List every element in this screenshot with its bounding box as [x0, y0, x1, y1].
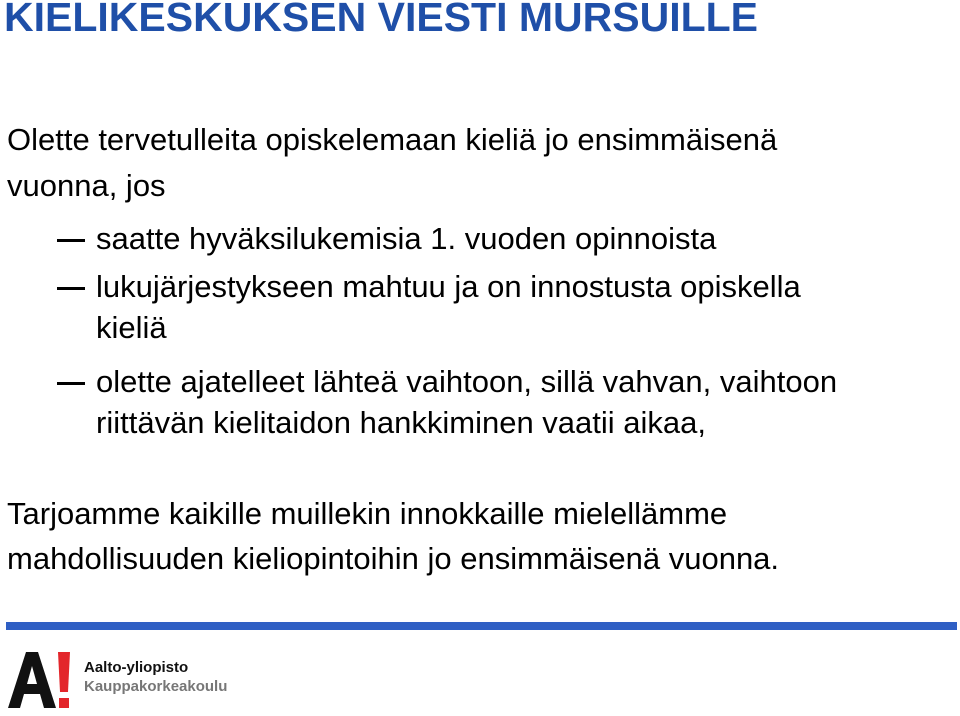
aalto-logo	[6, 648, 246, 712]
bullet-1-line-1: saatte hyväksilukemisia 1. vuoden opinnoista	[96, 221, 717, 256]
logo-university-name: Aalto-yliopisto	[84, 659, 189, 676]
bullet-3-line-2: riittävän kielitaidon hankkiminen vaatii aikaa,	[96, 405, 706, 440]
bullet-dash	[57, 382, 85, 385]
logo-text	[84, 658, 227, 696]
bullet-dash	[57, 239, 85, 242]
intro-line-2: vuonna, jos	[7, 168, 166, 203]
closing-line-2: mahdollisuuden kieliopintoihin jo ensimmäisenä vuonna.	[7, 541, 780, 576]
aalto-logo-mark-icon	[6, 648, 72, 712]
bullet-2-line-2: kieliä	[96, 310, 167, 345]
bullet-dash	[57, 287, 85, 290]
footer-divider	[6, 622, 957, 630]
closing-line-1: Tarjoamme kaikille muillekin innokkaille mielellämme	[7, 496, 728, 531]
logo-school-name: Kauppakorkeakoulu	[84, 678, 228, 695]
intro-line-1: Olette tervetulleita opiskelemaan kieliä jo ensimmäisenä	[7, 122, 778, 157]
bullet-2-line-1: lukujärjestykseen mahtuu ja on innostusta opiskella	[96, 269, 801, 304]
bullet-3-line-1: olette ajatelleet lähteä vaihtoon, sillä vahvan, vaihtoon	[96, 364, 838, 399]
slide-title: KIELIKESKUKSEN VIESTI MURSUILLE	[4, 0, 759, 40]
